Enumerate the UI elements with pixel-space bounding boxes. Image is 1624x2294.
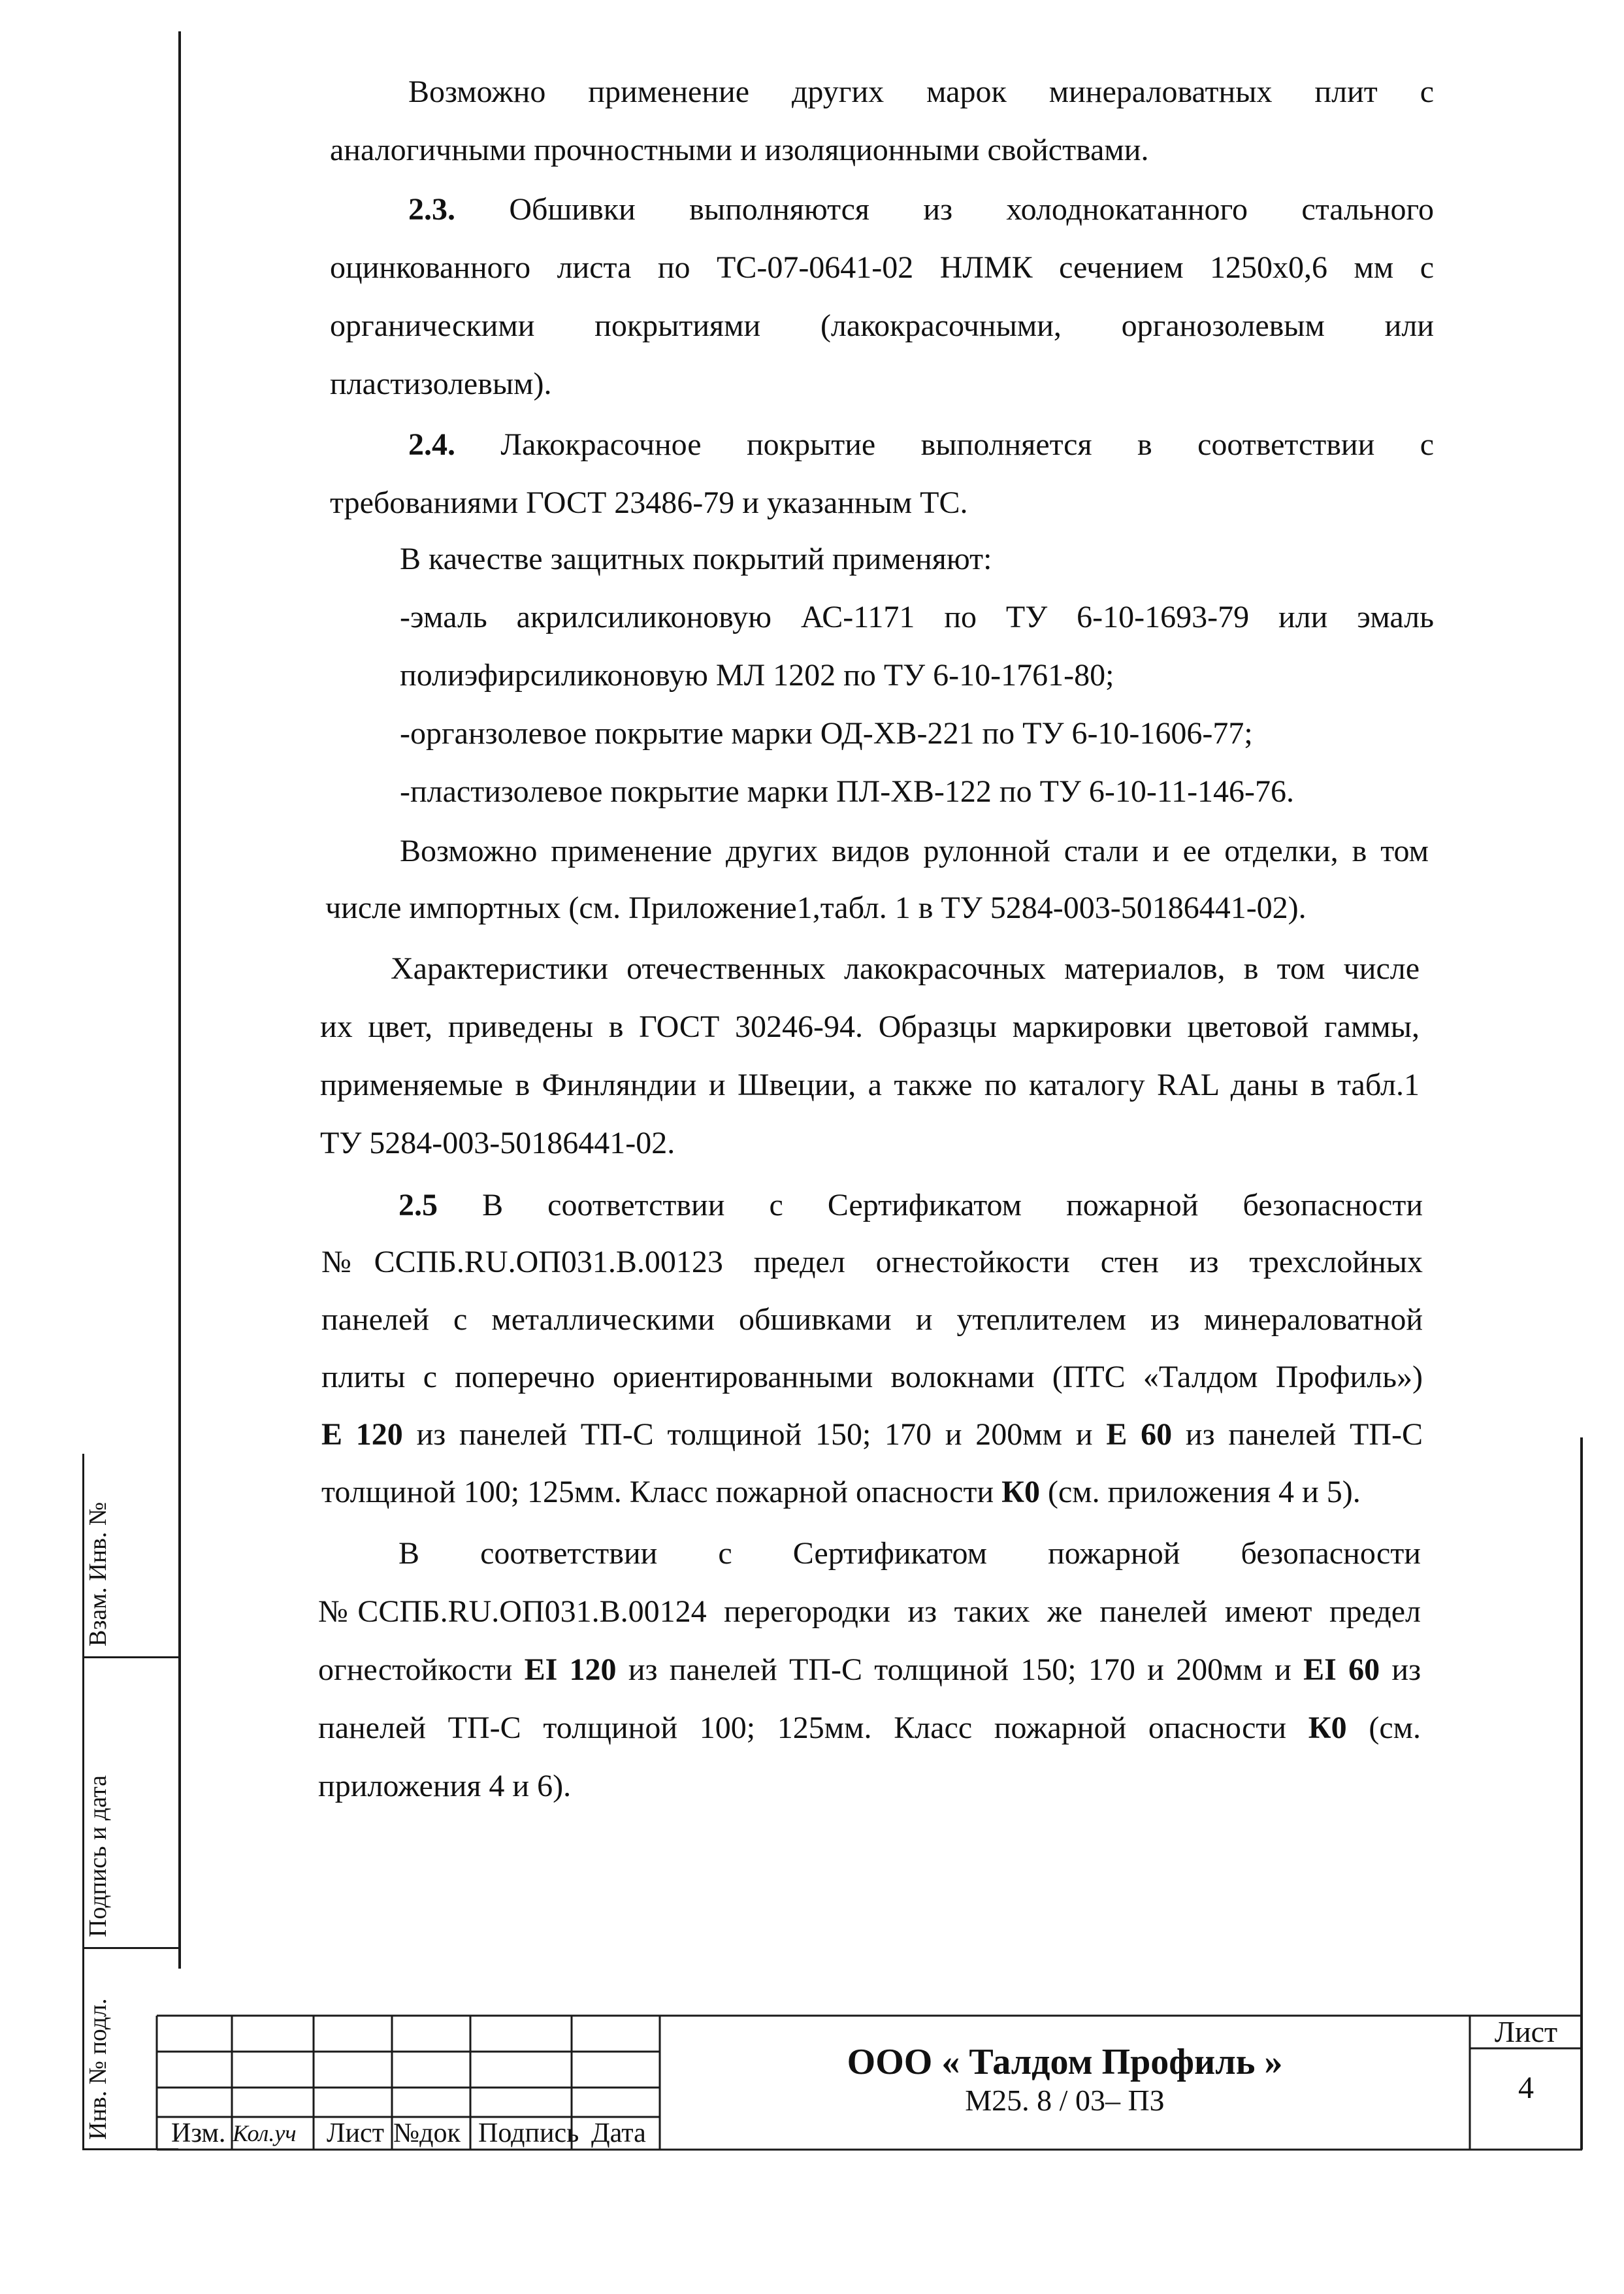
section-number: 2.5 [398,1188,438,1222]
paragraph-line: аналогичными прочностными и изоляционными свойствами. [330,133,1149,167]
paragraph-line: приложения 4 и 6). [318,1769,572,1803]
paragraph-line: огнестойкости EI 120 из панелей ТП-С толщиной 150; 170 и 200мм и EI 60 из [318,1652,1421,1687]
fire-class-ei120: EI 120 [524,1652,617,1687]
paragraph-line: панелей ТП-С толщиной 100; 125мм. Класс пожарной опасности К0 (см. [318,1711,1421,1745]
paragraph-line: органическими покрытиями (лакокрасочными, органозолевым или [330,308,1434,343]
paragraph-line: применяемые в Финляндии и Швеции, а также по каталогу RAL даны в табл.1 [320,1068,1420,1102]
stamp-col-podpis: Подпись [478,2118,579,2148]
side-label-podpis: Подпись и дата [84,1775,112,1937]
side-divider-1 [82,1656,178,1658]
paragraph-line: №ССПБ.RU.ОП031.В.00124 перегородки из таких же панелей имеют предел [318,1594,1421,1629]
paragraph-line: Характеристики отечественных лакокрасочных материалов, в том числе [391,951,1420,986]
side-divider-2 [82,1947,178,1949]
paragraph-line: Возможно применение других видов рулонной стали и ее отделки, в том [400,834,1429,868]
fire-class-e120: Е 120 [321,1417,403,1452]
paragraph-line: пластизолевым). [330,367,552,401]
paragraph-line: №ССПБ.RU.ОП031.В.00123 предел огнестойкости стен из трехслойных [321,1245,1423,1279]
paragraph-line: толщиной 100; 125мм. Класс пожарной опасности К0 (см. приложения 4 и 5). [321,1475,1361,1509]
frame-left-border [178,31,181,1969]
paragraph-line: Е 120 из панелей ТП-С толщиной 150; 170 и 200мм и Е 60 из панелей ТП-С [321,1417,1423,1452]
fire-class-ei60: EI 60 [1303,1652,1380,1687]
stamp-col-list: Лист [327,2118,384,2148]
section-number: 2.3. [408,192,455,227]
list-item: -эмаль акрилсиликоновую АС-1171 по ТУ 6-10-1693-79 или эмаль [400,600,1434,634]
paragraph-line: оцинкованного листа по ТС-07-0641-02 НЛМК сечением 1250х0,6 мм с [330,250,1434,285]
paragraph-line: В качестве защитных покрытий применяют: [400,542,992,576]
fire-class-k0: К0 [1001,1475,1040,1509]
paragraph-line: требованиями ГОСТ 23486-79 и указанным ТС. [330,485,968,520]
stamp-col-izm: Изм. [171,2118,226,2148]
stamp-col-koluch: Кол.уч [233,2120,297,2146]
paragraph-line: В соответствии с Сертификатом пожарной безопасности [398,1536,1421,1571]
side-label-inv: Инв. № подл. [84,1998,112,2140]
side-label-vzam: Взам. Инв. № [84,1501,112,1647]
section-2-4-line: 2.4. Лакокрасочное покрытие выполняется в соответствии с [408,427,1435,462]
list-item-cont: полиэфирсиликоновую МЛ 1202 по ТУ 6-10-1761-80; [400,658,1114,693]
sheet-label: Лист [1494,2015,1558,2048]
side-strip-bottom [82,2148,178,2150]
section-number: 2.4. [408,427,455,462]
paragraph-line: их цвет, приведены в ГОСТ 30246-94. Образцы маркировки цветовой гаммы, [320,1009,1420,1044]
paragraph-line: плиты с поперечно ориентированными волокнами (ПТС «Талдом Профиль») [321,1360,1423,1394]
list-item: -пластизолевое покрытие марки ПЛ-ХВ-122 по ТУ 6-10-11-146-76. [400,774,1295,809]
paragraph-line: числе импортных (см. Приложение1,табл. 1 в ТУ 5284-003-50186441-02). [325,891,1307,925]
sheet-number: 4 [1518,2071,1534,2105]
stamp-col-data: Дата [591,2118,646,2148]
list-item: -органзолевое покрытие марки ОД-ХВ-221 по ТУ 6-10-1606-77; [400,716,1253,751]
paragraph-line: ТУ 5284-003-50186441-02. [320,1126,675,1160]
organization-name: ООО « Талдом Профиль » [847,2042,1283,2082]
section-2-3-line: 2.3. Обшивки выполняются из холоднокатанного стального [408,192,1435,227]
stamp-col-ndok: №док [393,2118,461,2148]
fire-class-e60: Е 60 [1106,1417,1173,1452]
paragraph-line: Возможно применение других марок минераловатных плит с [408,74,1434,109]
fire-class-k0: К0 [1308,1711,1347,1745]
document-code: М25. 8 / 03– ПЗ [965,2084,1165,2117]
section-2-5-line: 2.5 В соответствии с Сертификатом пожарной безопасности [398,1188,1423,1222]
paragraph-line: панелей с металлическими обшивками и утеплителем из минераловатной [321,1302,1423,1337]
